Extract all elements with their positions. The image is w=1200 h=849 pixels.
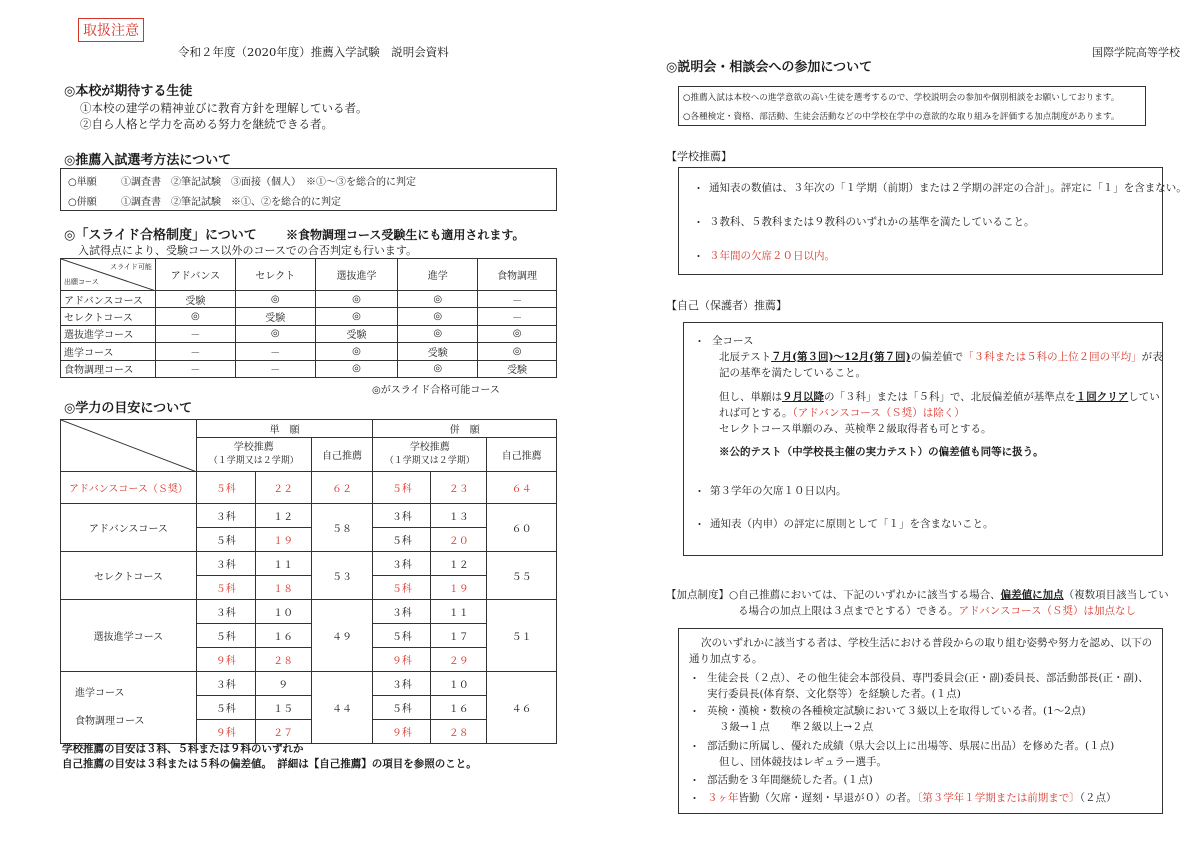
table-row [61, 472, 557, 504]
cell: １５ [255, 696, 311, 720]
bullet: ・ [694, 335, 705, 348]
cell: 受験 [315, 325, 398, 342]
section-selection-method: ◎推薦入試選考方法について [64, 153, 232, 168]
bonus-item-2b: ３級→１点 準２級以上→２点 [719, 721, 874, 733]
combined-method-text: ①調査書 ②筆記試験 ※①、②を総合的に判定 [121, 197, 341, 208]
cell: ◎ [398, 360, 478, 377]
single-method-text: ①調査書 ②筆記試験 ③面接（個人） ※①～③を総合的に判定 [121, 177, 416, 188]
period-note: 〔第３学年１学期または前期まで〕 [917, 792, 1080, 804]
cell: ３科 [196, 600, 255, 624]
course-name: 食物調理コース [75, 715, 145, 727]
cell: ２２ [255, 472, 311, 504]
cell: １７ [431, 624, 487, 648]
diagonal-line [61, 420, 197, 472]
academic-footnote-1: 学校推薦の目安は３科、５科または９科のいずれか [62, 743, 304, 755]
school-recommendation-header [373, 438, 487, 472]
cell: ３科 [373, 600, 431, 624]
cell: １２ [431, 552, 487, 576]
expected-line-1: ①本校の建学の精神並びに教育方針を理解している者。 [80, 101, 368, 115]
single-application-header: 単 願 [196, 420, 373, 438]
period-label: （１学期又は２学期） [384, 456, 475, 466]
school-rec-item-2: ３教科、５教科または９教科のいずれかの基準を満たしていること。 [709, 216, 1035, 228]
cell: ６０ [487, 504, 557, 552]
cell: ２０ [431, 528, 487, 552]
combined-application-header: 併 願 [373, 420, 557, 438]
cell: ３科 [373, 504, 431, 528]
bullet: ・ [694, 518, 705, 531]
bonus-box [678, 628, 1163, 814]
self-rec-criteria-line-2: 記の基準を満たしていること。 [719, 367, 866, 379]
bullet: ・ [693, 250, 704, 263]
section-briefing: ◎説明会・相談会への参加について [666, 60, 873, 75]
school-recommendation-header [196, 438, 311, 472]
deviation-bonus: 偏差値に加点 [1000, 589, 1064, 601]
expected-line-2: ②自ら人格と学力を高める努力を継続できる者。 [80, 117, 333, 131]
cell: 受験 [235, 308, 315, 325]
three-years: ３ヶ年 [707, 792, 739, 804]
briefing-line-2: ○各種検定・資格、部活動、生徒会活動などの中学校在学中の意欲的な取り組みを評価する加点制度があります。 [683, 112, 1120, 122]
cell: ◎ [235, 325, 315, 342]
table-row [61, 672, 557, 696]
school-name: 国際学院高等学校 [1092, 46, 1180, 59]
col-header: 選抜進学 [315, 259, 398, 291]
cell: 受験 [398, 343, 478, 360]
bonus-intro-1: 次のいずれかに該当する者は、学校生活における普段からの取り組む姿勢や努力を認め、以下の [701, 637, 1153, 649]
table-row [61, 552, 557, 576]
cell: １１ [431, 600, 487, 624]
cell: ３科 [196, 672, 255, 696]
table-row [61, 291, 557, 308]
row-header: アドバンスコース [61, 504, 197, 552]
cell: ５科 [373, 696, 431, 720]
cell: ◎ [315, 291, 398, 308]
cell: ４６ [487, 672, 557, 744]
cell: １９ [255, 528, 311, 552]
footnote-2a: 自己推薦の目安は３科または５科の偏差値。 [62, 758, 267, 770]
table-row [61, 343, 557, 360]
self-rec-absence: 第３学年の欠席１０日以内。 [710, 485, 847, 497]
col-header: 食物調理 [478, 259, 557, 291]
col-header: アドバンス [155, 259, 235, 291]
section-slide-pass: ◎「スライド合格制度」について [64, 228, 257, 243]
slide-table-corner [61, 259, 156, 291]
footnote-2b: 詳細は【自己推薦】の項目を参照のこと。 [277, 758, 477, 770]
bonus-tag: 【加点制度】 [666, 589, 729, 601]
row-header: 進学コース [61, 343, 156, 360]
cell: ９科 [196, 720, 255, 744]
academic-table-corner [61, 420, 197, 472]
school-rec-item-3: ３年間の欠席２０日以内。 [709, 250, 835, 262]
section-academic-guide: ◎学力の目安について [64, 401, 193, 416]
table-row [61, 600, 557, 624]
bonus-item-3b: 但し、団体競技はレギュラー選手。 [719, 756, 887, 768]
cell: － [478, 308, 557, 325]
cell: ３科 [196, 504, 255, 528]
bullet: ・ [689, 774, 700, 787]
slide-pass-note: ※食物調理コース受験生にも適用されます。 [286, 228, 525, 242]
text: 皆勤（欠席・遅刻・早退が０）の者。 [738, 792, 917, 804]
cell: ５科 [373, 576, 431, 600]
cell: １１ [255, 552, 311, 576]
row-header: アドバンスコース [61, 291, 156, 308]
cell: ◎ [315, 308, 398, 325]
text: （２点） [1079, 792, 1117, 804]
text: の「３科」または「５科」で、北辰偏差値が基準点を [824, 391, 1076, 403]
cell: ４９ [311, 600, 373, 672]
bonus-item-1a: 生徒会長（２点）、その他生徒会本部役員、専門委員会(正・副)委員長、部活動部長(正・副)、 [707, 672, 1149, 684]
text: の偏差値で [910, 351, 964, 363]
cell: － [235, 360, 315, 377]
school-rec-label: 学校推薦 [409, 442, 450, 453]
row-header [61, 672, 197, 744]
once-clear: １回クリア [1075, 391, 1129, 403]
school-recommendation-box [678, 167, 1187, 275]
confidential-stamp: 取扱注意 [78, 18, 144, 42]
col-header: セレクト [235, 259, 315, 291]
table-row [61, 504, 557, 528]
cell: ３科 [196, 552, 255, 576]
period-range: ７月(第３回)～12月(第７回) [771, 351, 911, 363]
cell: ◎ [478, 343, 557, 360]
text: ○自己推薦においては、下記のいずれかに該当する場合、 [729, 589, 1001, 601]
table-row [61, 325, 557, 342]
cell: ６４ [487, 472, 557, 504]
self-rec-criteria-line-1 [719, 349, 1163, 364]
bonus-system-line-1 [666, 587, 1169, 602]
cell: ◎ [398, 308, 478, 325]
text: 北辰テスト [719, 351, 772, 363]
row-header: 選抜進学コース [61, 600, 197, 672]
section-expected-students: ◎本校が期待する生徒 [64, 84, 193, 99]
corner-top-label: スライド可能 [110, 263, 152, 271]
combined-label: ○併願 [68, 197, 97, 208]
bonus-item-1b: 実行委員長(体育祭、文化祭等）を経験した者。(１点) [707, 688, 961, 700]
bullet: ・ [689, 740, 700, 753]
cell: － [478, 291, 557, 308]
cell: ５科 [196, 624, 255, 648]
cell: ２３ [431, 472, 487, 504]
cell: ３科 [373, 672, 431, 696]
advance-exclusion: （アドバンスコース（Ｓ奨）は除く） [792, 407, 965, 419]
bullet: ・ [694, 485, 705, 498]
text: れば可とする。 [719, 407, 793, 419]
cell: ５科 [196, 472, 255, 504]
text: してい [1128, 391, 1160, 403]
text: （複数項目該当してい [1063, 589, 1169, 601]
cell: ５３ [311, 552, 373, 600]
document-title: 令和２年度（2020年度）推薦入学試験 説明会資料 [178, 45, 449, 59]
academic-footnote-2 [62, 756, 477, 771]
cell: － [155, 325, 235, 342]
after-september: ９月以降 [782, 391, 824, 403]
cell: １６ [431, 696, 487, 720]
bullet: ・ [689, 792, 700, 805]
advance-no-bonus: アドバンスコース（Ｓ奨）は加点なし [958, 605, 1136, 617]
cell: － [155, 360, 235, 377]
all-courses-label: 全コース [712, 335, 754, 347]
cell: ２８ [255, 648, 311, 672]
slide-table [60, 258, 557, 378]
cell: ６２ [311, 472, 373, 504]
cell: ４４ [311, 672, 373, 744]
row-header: セレクトコース [61, 308, 156, 325]
cell: ◎ [398, 291, 478, 308]
cell: １０ [431, 672, 487, 696]
cell: ５科 [196, 696, 255, 720]
bullet: ・ [689, 705, 700, 718]
self-recommendation-header: 自己推薦 [487, 438, 557, 472]
cell: ５８ [311, 504, 373, 552]
cell: ◎ [478, 325, 557, 342]
cell: １２ [255, 504, 311, 528]
row-header: 選抜進学コース [61, 325, 156, 342]
table-row [61, 308, 557, 325]
cell: ◎ [155, 308, 235, 325]
briefing-line-1: ○推薦入試は本校への進学意欲の高い生徒を選考するので、学校説明会の参加や個別相談をお願いしております。 [683, 93, 1120, 103]
cell: ５５ [487, 552, 557, 600]
row-header: セレクトコース [61, 552, 197, 600]
cell: ◎ [398, 325, 478, 342]
school-rec-label: 学校推薦 [233, 442, 274, 453]
row-header: アドバンスコース（Ｓ奨） [61, 472, 197, 504]
row-header: 食物調理コース [61, 360, 156, 377]
bonus-system-line-2 [738, 603, 1136, 618]
cell: － [155, 343, 235, 360]
cell: １８ [255, 576, 311, 600]
bonus-item-4: 部活動を３年間継続した者。(１点) [707, 774, 873, 786]
bullet: ・ [693, 182, 704, 195]
cell: １３ [431, 504, 487, 528]
cell: ◎ [315, 343, 398, 360]
bonus-item-2a: 英検・漢検・数検の各種検定試験において３級以上を取得している者。(1～2点) [707, 705, 1086, 717]
cell: ５科 [373, 472, 431, 504]
cell: ９科 [373, 648, 431, 672]
cell: ９科 [373, 720, 431, 744]
self-rec-public-test-note: ※公的テスト（中学校長主催の実力テスト）の偏差値も同等に扱う。 [719, 446, 1044, 458]
cell: ５科 [196, 576, 255, 600]
self-rec-single-line-1 [719, 389, 1160, 404]
self-rec-single-line-2 [719, 405, 965, 420]
section-self-recommendation: 【自己（保護者）推薦】 [666, 299, 787, 312]
cell: ２９ [431, 648, 487, 672]
slide-pass-sub: 入試得点により、受験コース以外のコースでの合否判定も行います。 [78, 244, 418, 257]
bullet: ・ [693, 216, 704, 229]
cell: － [235, 343, 315, 360]
period-label: （１学期又は２学期） [208, 456, 299, 466]
cell: ９科 [196, 648, 255, 672]
cell: 受験 [478, 360, 557, 377]
cell: ５科 [196, 528, 255, 552]
academic-table [60, 419, 557, 744]
briefing-box [678, 86, 1146, 126]
self-recommendation-header: 自己推薦 [311, 438, 373, 472]
self-rec-select-line: セレクトコース単願のみ、英検準２級取得者も可とする。 [719, 423, 992, 435]
bonus-intro-2: 通り加点する。 [689, 653, 763, 665]
slide-table-footnote: ◎がスライド合格可能コース [372, 385, 500, 396]
cell: 受験 [155, 291, 235, 308]
text: る場合の加点上限は３点までとする）できる。 [738, 605, 959, 617]
self-recommendation-box [683, 322, 1163, 556]
cell: ２８ [431, 720, 487, 744]
cell: ◎ [315, 360, 398, 377]
self-rec-report-card: 通知表（内申）の評定に原則として「１」を含まないこと。 [710, 518, 994, 530]
cell: １０ [255, 600, 311, 624]
cell: ３科 [373, 552, 431, 576]
bonus-item-5 [707, 790, 1117, 805]
selection-method-box [60, 168, 557, 211]
text: が表 [1141, 351, 1163, 363]
course-name: 進学コース [75, 687, 125, 699]
bullet: ・ [689, 672, 700, 685]
col-header: 進学 [398, 259, 478, 291]
cell: ９ [255, 672, 311, 696]
cell: １６ [255, 624, 311, 648]
cell: １９ [431, 576, 487, 600]
bonus-item-3a: 部活動に所属し、優れた成績（県大会以上に出場等、県展に出品）を修めた者。(１点) [707, 740, 1115, 752]
cell: ◎ [235, 291, 315, 308]
cell: ５１ [487, 600, 557, 672]
cell: ５科 [373, 528, 431, 552]
cell: ５科 [373, 624, 431, 648]
corner-bottom-label: 出願コース [64, 278, 99, 286]
average-criterion: 「３科または５科の上位２回の平均」 [963, 351, 1142, 363]
section-school-recommendation: 【学校推薦】 [666, 150, 732, 163]
school-rec-item-1: 通知表の数値は、３年次の「１学期（前期）または２学期の評定の合計」。評定に「１」を含まない。 [709, 182, 1187, 194]
single-label: ○単願 [68, 177, 97, 188]
text: 但し、単願は [719, 391, 782, 403]
cell: ２７ [255, 720, 311, 744]
table-row [61, 360, 557, 377]
